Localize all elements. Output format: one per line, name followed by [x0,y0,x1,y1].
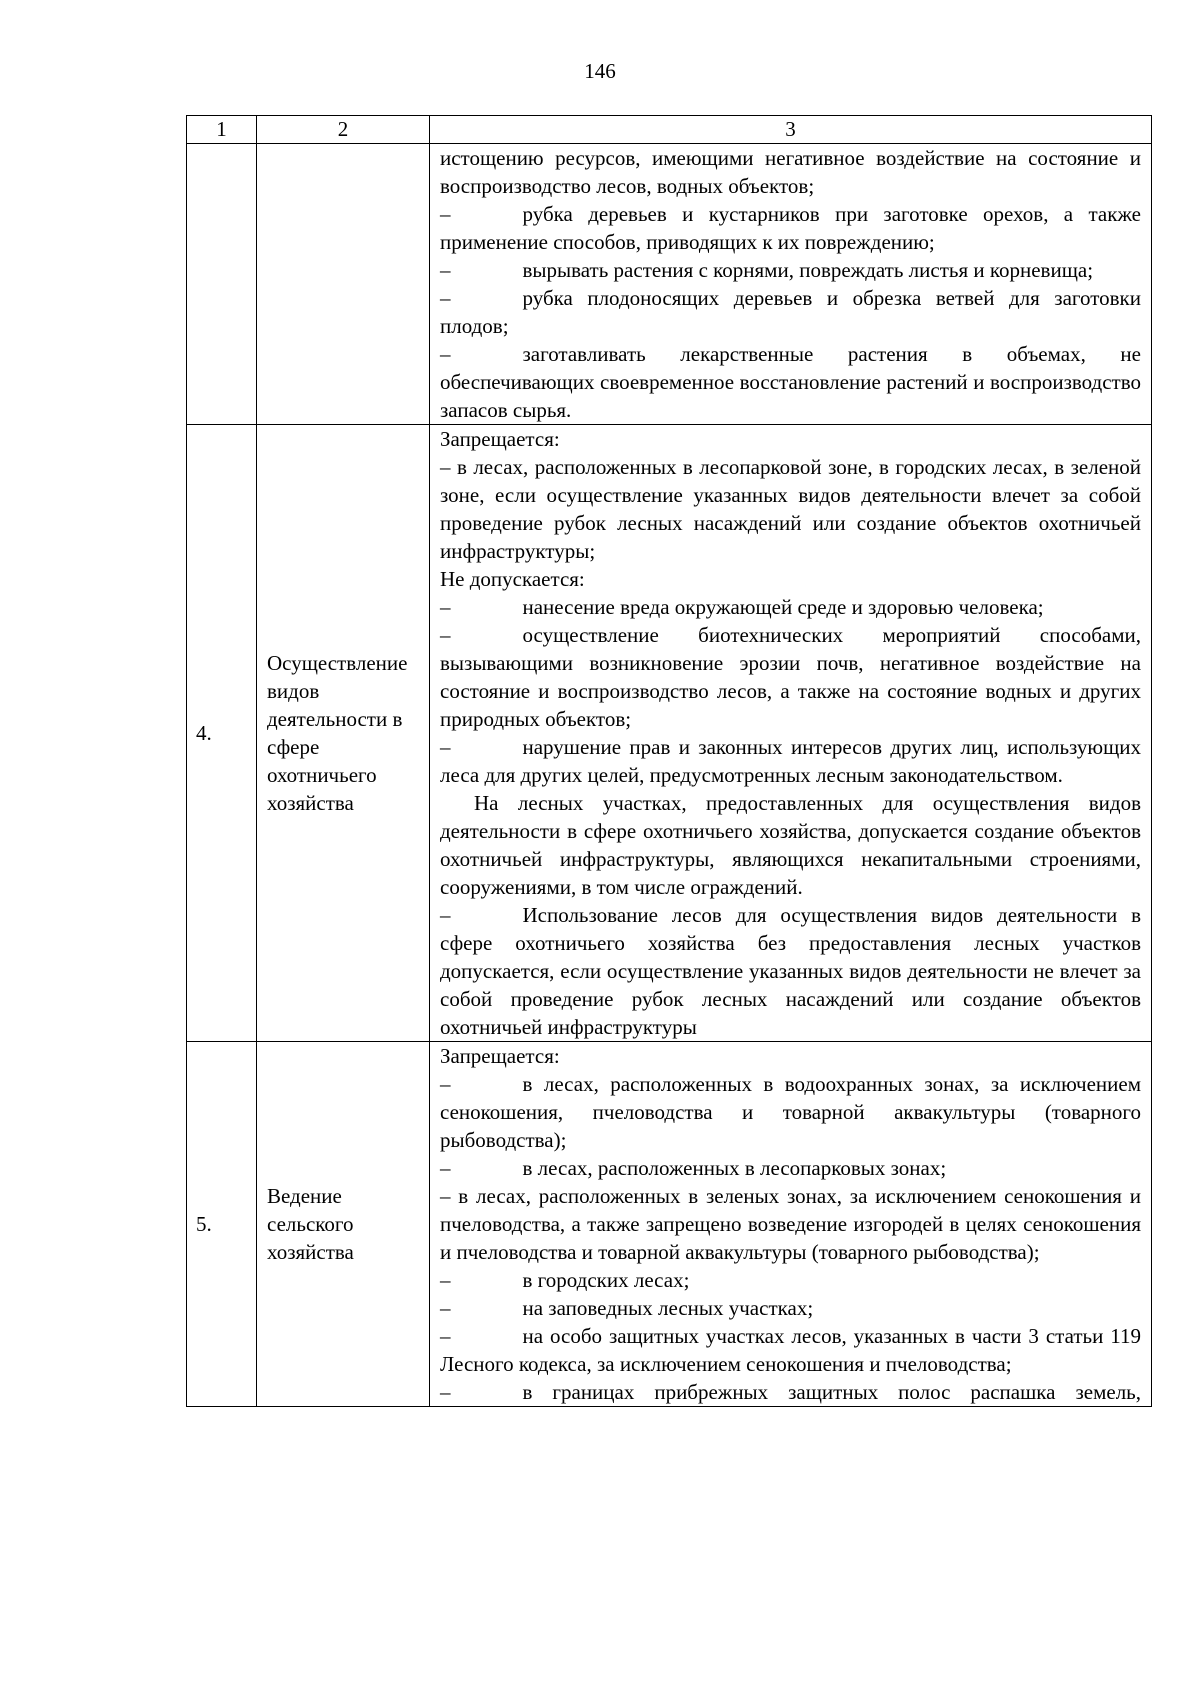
paragraph: на заповедных лесных участках; [522,1296,814,1320]
column-header: 3 [430,116,1152,144]
row-number: 5. [187,1042,257,1407]
column-header: 1 [187,116,257,144]
dash-item: – нарушение прав и законных интересов других лиц, использующих леса для других целей, предусмотренных лесным законодательством. [440,735,1141,787]
paragraph: Запрещается: [440,1044,560,1068]
paragraph: – в лесах, расположенных в лесопарковой зоне, в городских лесах, в зеленой зоне, если осуществление указанных видов деятельности влечет за собой проведение рубок лесных насаждений или создание объектов охотничьей инфраструктуры; [440,455,1141,563]
paragraph: в городских лесах; [522,1268,690,1292]
dash-item: – на заповедных лесных участках; [440,1296,814,1320]
page-number: 146 [584,59,616,83]
dash-item: – вырывать растения с корнями, повреждать листья и корневища; [440,258,1094,282]
indented-paragraph [440,789,1141,901]
activity-name: Ведение сельского хозяйства [257,1042,430,1407]
paragraph: На лесных участках, предоставленных для осуществления видов деятельности в сфере охотничьего хозяйства, допускается создание объектов охотничьей инфраструктуры, являющихся некапитальными строениями, сооружениями, в том числе ограждений. [440,791,1141,899]
row-number [187,144,257,425]
restrictions-cell [430,425,1152,1042]
paragraph: в лесах, расположенных в водоохранных зонах, за исключением сенокошения, пчеловодства и товарной аквакультуры (товарного рыбоводства); [440,1072,1141,1152]
dash-item: – рубка деревьев и кустарников при заготовке орехов, а также применение способов, приводящих к их повреждению; [440,202,1141,254]
table-row [187,1042,1152,1407]
table-header-row [187,116,1152,144]
dash-item: – в границах прибрежных защитных полос распашка земель, [440,1380,1141,1404]
table-row [187,144,1152,425]
dash-item: – Использование лесов для осуществления видов деятельности в сфере охотничьего хозяйства без предоставления лесных участков допускается, если осуществление указанных видов деятельности не влечет за собой проведение рубок лесных насаждений или создание объектов охотничьей инфраструктуры [440,903,1141,1039]
paragraph: нарушение прав и законных интересов других лиц, использующих леса для других целей, предусмотренных лесным законодательством. [440,735,1141,787]
paragraph: Использование лесов для осуществления видов деятельности в сфере охотничьего хозяйства без предоставления лесных участков допускается, если осуществление указанных видов деятельности не влечет за собой проведение рубок лесных насаждений или создание объектов охотничьей инфраструктуры [440,903,1141,1039]
paragraph: осуществление биотехнических мероприятий способами, вызывающими возникновение эрозии почв, негативное воздействие на состояние и воспроизводство лесов, а также на состояние водных и других природных объектов; [440,623,1141,731]
dash-item: – заготавливать лекарственные растения в объемах, не обеспечивающих своевременное восстановление растений и воспроизводство запасов сырья. [440,342,1141,422]
paragraph: рубка плодоносящих деревьев и обрезка ветвей для заготовки плодов; [440,286,1141,338]
paragraph: вырывать растения с корнями, повреждать листья и корневища; [522,258,1094,282]
dash-item: – рубка плодоносящих деревьев и обрезка ветвей для заготовки плодов; [440,286,1141,338]
paragraph: нанесение вреда окружающей среде и здоровью человека; [522,595,1044,619]
restrictions-cell [430,144,1152,425]
paragraph: истощению ресурсов, имеющими негативное воздействие на состояние и воспроизводство лесов, водных объектов; [440,146,1141,198]
paragraph: Не допускается: [440,567,585,591]
paragraph: Запрещается: [440,427,560,451]
dash-item: – осуществление биотехнических мероприятий способами, вызывающими возникновение эрозии почв, негативное воздействие на состояние и воспроизводство лесов, а также на состояние водных и других природных объектов; [440,623,1141,731]
restrictions-cell [430,1042,1152,1407]
paragraph: в лесах, расположенных в лесопарковых зонах; [522,1156,947,1180]
activity-name [257,144,430,425]
paragraph: рубка деревьев и кустарников при заготовке орехов, а также применение способов, приводящих к их повреждению; [440,202,1141,254]
table-row [187,425,1152,1042]
dash-item: – в лесах, расположенных в водоохранных зонах, за исключением сенокошения, пчеловодства и товарной аквакультуры (товарного рыбоводства); [440,1072,1141,1152]
paragraph: заготавливать лекарственные растения в объемах, не обеспечивающих своевременное восстановление растений и воспроизводство запасов сырья. [440,342,1141,422]
paragraph: на особо защитных участках лесов, указанных в части 3 статьи 119 Лесного кодекса, за исключением сенокошения и пчеловодства; [440,1324,1141,1376]
regulations-table [186,115,1152,1407]
dash-item: – в лесах, расположенных в лесопарковых зонах; [440,1156,947,1180]
dash-item: – в городских лесах; [440,1268,690,1292]
dash-item: – нанесение вреда окружающей среде и здоровью человека; [440,595,1044,619]
paragraph: в границах прибрежных защитных полос распашка земель, [522,1380,1141,1404]
paragraph: – в лесах, расположенных в зеленых зонах, за исключением сенокошения и пчеловодства, а также запрещено возведение изгородей в целях сенокошения и пчеловодства и товарной аквакультуры (товарного рыбоводства); [440,1184,1141,1264]
row-number: 4. [187,425,257,1042]
column-header: 2 [257,116,430,144]
dash-item: – на особо защитных участках лесов, указанных в части 3 статьи 119 Лесного кодекса, за исключением сенокошения и пчеловодства; [440,1324,1141,1376]
activity-name: Осуществление видов деятельности в сфере охотничьего хозяйства [257,425,430,1042]
